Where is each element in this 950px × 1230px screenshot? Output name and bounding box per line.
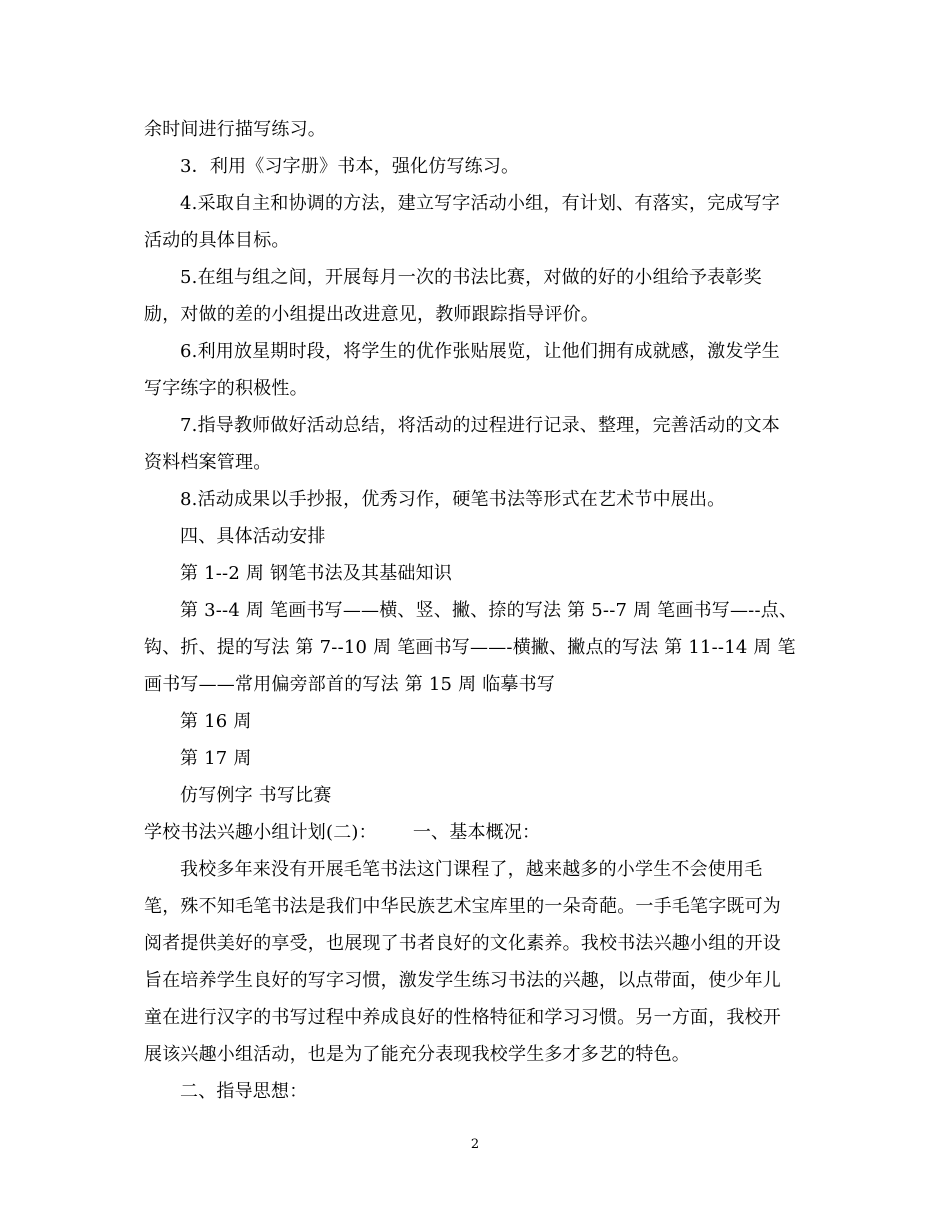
- text-line: 童在进行汉字的书写过程中养成良好的性格特征和学习习惯。另一方面，我校开: [144, 1007, 781, 1028]
- text-line: 笔，殊不知毛笔书法是我们中华民族艺术宝库里的一朵奇葩。一手毛笔字既可为: [144, 896, 781, 917]
- schedule-line: 第 1--2 周 钢笔书法及其基础知识: [180, 563, 453, 584]
- section-heading: 二、指导思想：: [180, 1081, 308, 1102]
- text-line: 活动的具体目标。: [144, 230, 290, 251]
- text-line: 我校多年来没有开展毛笔书法这门课程了，越来越多的小学生不会使用毛: [180, 859, 763, 880]
- section-heading: 一、基本概况：: [412, 822, 541, 843]
- text-line: 阅者提供美好的享受，也展现了书者良好的文化素养。我校书法兴趣小组的开设: [144, 933, 781, 954]
- text-line: 资料档案管理。: [144, 452, 272, 473]
- plan-title: 学校书法兴趣小组计划(二)：: [144, 822, 377, 843]
- schedule-line: 第 16 周: [180, 711, 252, 732]
- schedule-line: 画书写——常用偏旁部首的写法 第 15 周 临摹书写: [144, 674, 555, 695]
- text-line: 写字练字的积极性。: [144, 378, 308, 399]
- schedule-line: 钩、折、提的写法 第 7--10 周 笔画书写——-横撇、撇点的写法 第 11--14 周 笔: [144, 637, 796, 658]
- text-line: 余时间进行描写练习。: [144, 119, 326, 140]
- text-line: 7.指导教师做好活动总结，将活动的过程进行记录、整理，完善活动的文本: [180, 415, 780, 436]
- text-line: 6.利用放星期时段，将学生的优作张贴展览，让他们拥有成就感，激发学生: [180, 341, 780, 362]
- text-line: 励，对做的差的小组提出改进意见，教师跟踪指导评价。: [144, 304, 599, 325]
- section-heading: 四、具体活动安排: [180, 526, 326, 547]
- schedule-line: 第 3--4 周 笔画书写——横、竖、撇、捺的写法 第 5--7 周 笔画书写—--点、: [180, 600, 798, 621]
- text-line: 旨在培养学生良好的写字习惯，激发学生练习书法的兴趣，以点带面，使少年儿: [144, 970, 781, 991]
- text-line: 展该兴趣小组活动，也是为了能充分表现我校学生多才多艺的特色。: [144, 1044, 690, 1065]
- page-number: 2: [470, 1137, 480, 1152]
- text-line: 4.采取自主和协调的方法，建立写字活动小组，有计划、有落实，完成写字: [180, 193, 780, 214]
- plan-title-line: [144, 821, 540, 845]
- schedule-line: 第 17 周: [180, 748, 252, 769]
- schedule-line: 仿写例字 书写比赛: [180, 785, 332, 806]
- text-line: 8.活动成果以手抄报，优秀习作，硬笔书法等形式在艺术节中展出。: [180, 489, 726, 510]
- text-line: 3．利用《习字册》书本，强化仿写练习。: [180, 156, 520, 177]
- text-line: 5.在组与组之间，开展每月一次的书法比赛，对做的好的小组给予表彰奖: [180, 267, 762, 288]
